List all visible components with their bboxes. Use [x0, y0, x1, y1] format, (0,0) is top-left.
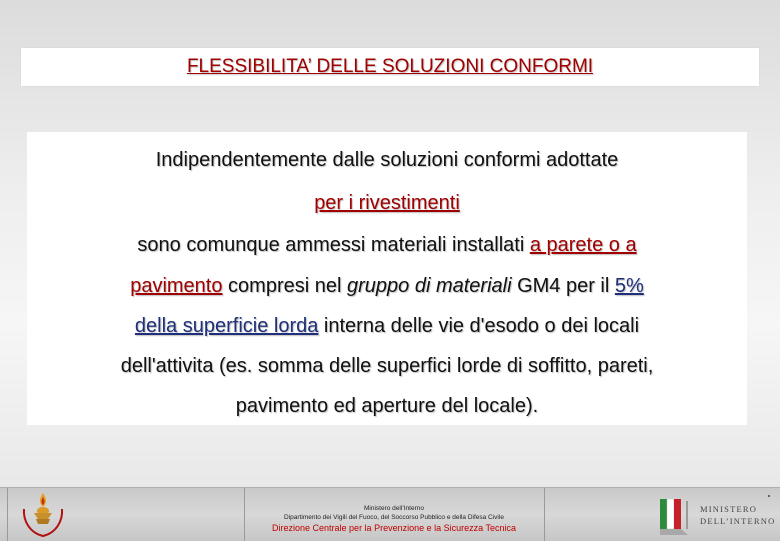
- footer-direction: Direzione Centrale per la Prevenzione e la Sicurezza Tecnica: [272, 523, 516, 533]
- body-line-3: [27, 234, 747, 257]
- body-line-3-text: sono comunque ammessi materiali installati: [137, 234, 530, 256]
- body-line-6: [27, 355, 747, 378]
- body-line-5-text: interna delle vie d'esodo o dei locali: [318, 315, 640, 337]
- highlight-percent: 5%: [614, 275, 644, 297]
- title-box: [21, 48, 759, 86]
- footer-divider: [7, 488, 8, 541]
- highlight-parete: a parete o a: [529, 234, 637, 256]
- highlight-superficie-lorda: della superficie lorda: [134, 315, 319, 337]
- body-line-1-text: Indipendentemente dalle soluzioni conformi adottate: [155, 149, 619, 171]
- body-line-7-text: pavimento ed aperture del locale).: [235, 395, 539, 417]
- italic-gruppo-materiali: gruppo di materiali: [346, 275, 512, 297]
- slide-title: FLESSIBILITA’ DELLE SOLUZIONI CONFORMI: [186, 56, 594, 77]
- highlight-pavimento: pavimento: [130, 275, 223, 297]
- body-line-4: [27, 275, 747, 298]
- highlight-rivestimenti: per i rivestimenti: [314, 192, 460, 214]
- footer-department: Dipartimento dei Vigili del Fuoco, del Soccorso Pubblico e della Difesa Civile: [284, 514, 504, 521]
- body-box: [27, 132, 747, 425]
- body-line-5: [27, 315, 747, 338]
- ministero-interno-logo-text: MINISTERO DELL’INTERNO: [700, 504, 776, 526]
- footer-ministry: Ministero dell’Interno: [364, 505, 424, 512]
- body-line-4-text-2: GM4 per il: [511, 275, 615, 297]
- corner-mark: [768, 495, 770, 497]
- footer-text: [244, 504, 544, 534]
- body-line-6-text: dell'attivita (es. somma delle superfici lorde di soffitto, pareti,: [120, 355, 654, 377]
- body-line-7: [27, 395, 747, 418]
- footer-divider: [544, 488, 545, 541]
- body-line-1: [27, 149, 747, 172]
- vigili-del-fuoco-logo-icon: [18, 491, 68, 539]
- body-line-4-text: compresi nel: [222, 275, 347, 297]
- body-line-2: [27, 192, 747, 215]
